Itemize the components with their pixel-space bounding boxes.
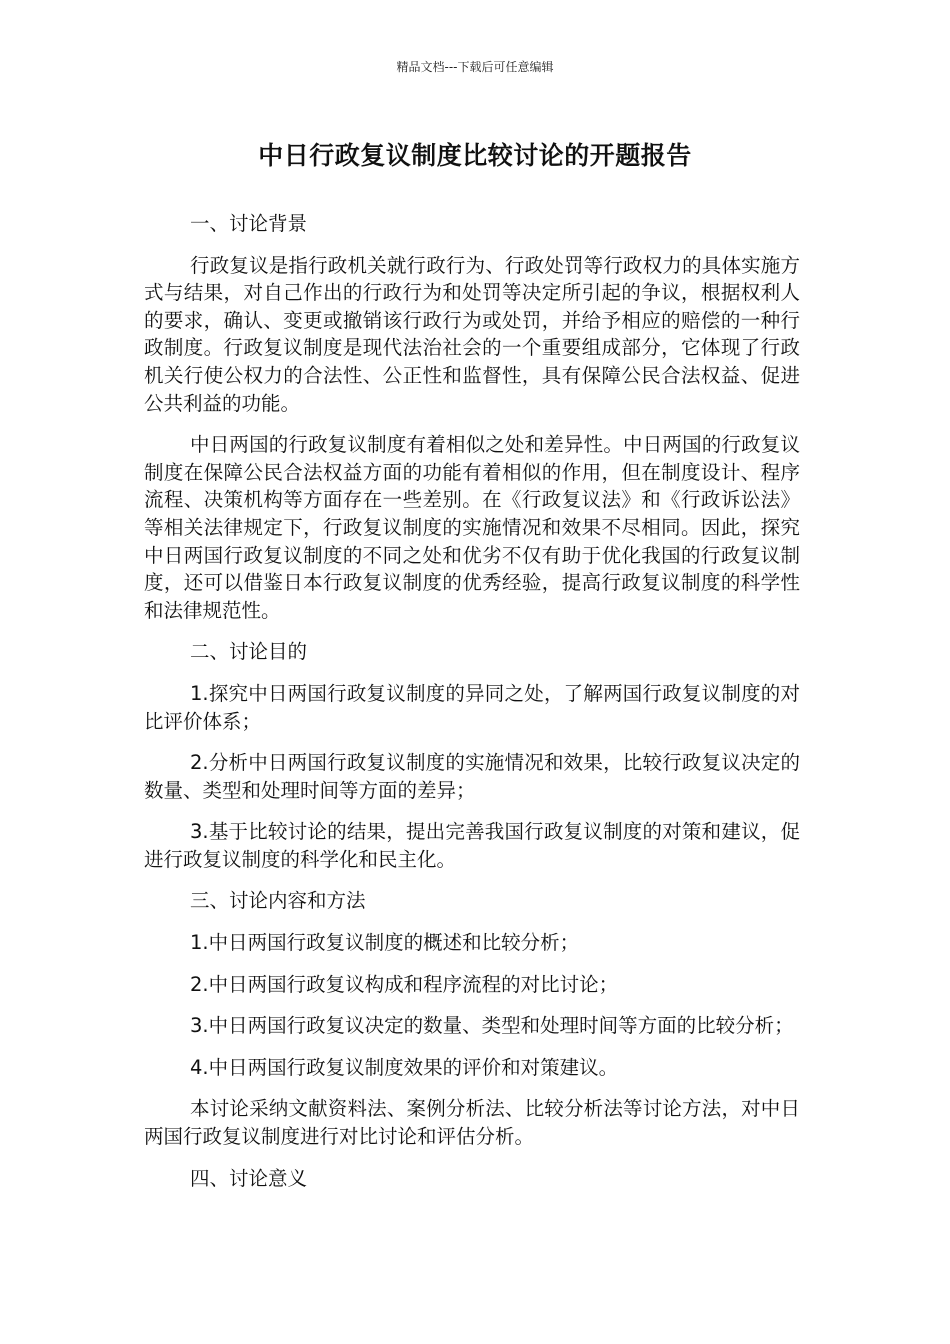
paragraph: 行政复议是指行政机关就行政行为、行政处罚等行政权力的具体实施方式与结果，对自己作出的行政行为和处罚等决定所引起的争议，根据权利人的要求，确认、变更或撤销该行政行为或处罚，并给予相应的赔偿的一种行政制度。行政复议制度是现代法治社会的一个重要组成部分，它体现了行政机关行使公权力的合法性、公正性和监督性，具有保障公民合法权益、促进公共利益的功能。 — [144, 253, 800, 415]
paragraph: 本讨论采纳文献资料法、案例分析法、比较分析法等讨论方法，对中日两国行政复议制度进行对比讨论和评估分析。 — [144, 1097, 800, 1149]
paragraph: 中日两国的行政复议制度有着相似之处和差异性。中日两国的行政复议制度在保障公民合法权益方面的功能有着相似的作用，但在制度设计、程序流程、决策机构等方面存在一些差别。在《行政复议法》和《行政诉讼法》等相关法律规定下，行政复议制度的实施情况和效果不尽相同。因此，探究中日两国行政复议制度的不同之处和优劣不仅有助于优化我国的行政复议制度，还可以借鉴日本行政复议制度的优秀经验，提高行政复议制度的科学性和法律规范性。 — [144, 433, 800, 622]
document-title: 中日行政复议制度比较讨论的开题报告 — [258, 141, 692, 170]
list-item: 3.基于比较讨论的结果，提出完善我国行政复议制度的对策和建议，促进行政复议制度的科学化和民主化。 — [144, 820, 800, 871]
list-item: 3.中日两国行政复议决定的数量、类型和处理时间等方面的比较分析； — [190, 1014, 794, 1038]
list-item: 2.中日两国行政复议构成和程序流程的对比讨论； — [190, 972, 619, 996]
list-item: 1.探究中日两国行政复议制度的异同之处，了解两国行政复议制度的对比评价体系； — [144, 681, 800, 733]
document-body — [144, 210, 800, 1206]
section-heading-purpose: 二、讨论目的 — [190, 640, 308, 664]
section-heading-significance: 四、讨论意义 — [190, 1166, 308, 1190]
list-item: 4.中日两国行政复议制度效果的评价和对策建议。 — [190, 1055, 619, 1079]
list-item: 2.分析中日两国行政复议制度的实施情况和效果，比较行政复议决定的数量、类型和处理时间等方面的差异； — [144, 751, 800, 802]
section-heading-content-method: 三、讨论内容和方法 — [190, 889, 366, 913]
section-heading-background: 一、讨论背景 — [190, 212, 308, 235]
page-header: 精品文档---下载后可任意编辑 — [396, 60, 554, 74]
list-item: 1.中日两国行政复议制度的概述和比较分析； — [190, 931, 580, 955]
